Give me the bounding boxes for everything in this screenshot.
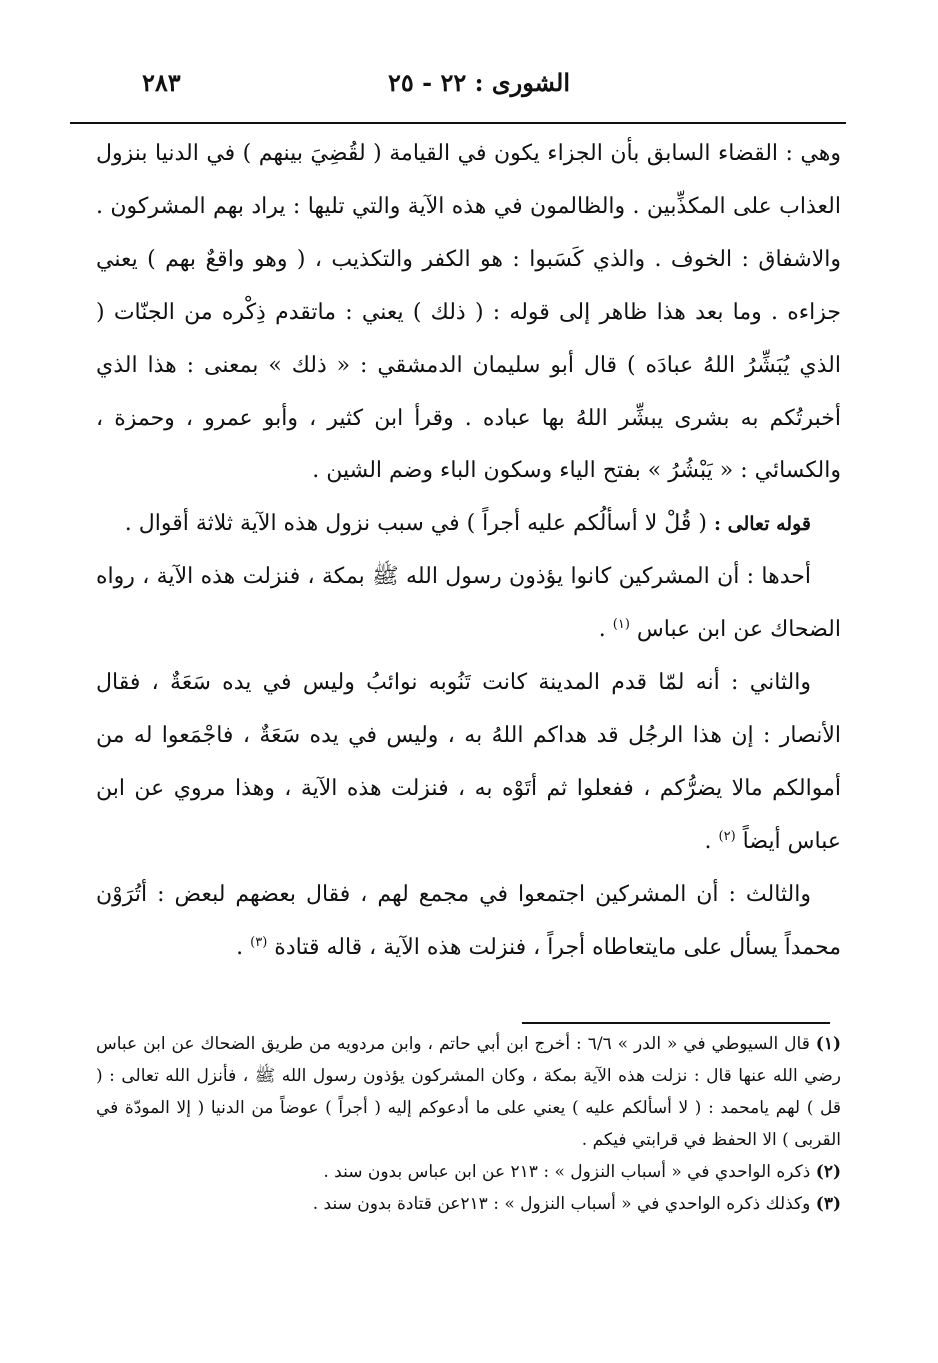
footnote-1-text: قال السيوطي في « الدر » ٦/٦ : أخرج ابن أبي حاتم ، وابن مردويه من طريق الضحاك عن ابن عباس رضي الله عنها قال : نزلت هذه الآية بمكة ، وكان المشركون يؤذون رسول الله ﷺ ، فأنزل الله تعالى : ( قل ) لهم يامحمد : ( لا أسألكم عليه ) يعني على ما أدعوكم إليه ( أجراً ) عوضاً من الدنيا ( إلا المودّة في القربى ) الا الحفظ في قرابتي فيكم . — [96, 1034, 841, 1150]
third-opinion-text: والثالث : أن المشركين اجتمعوا في مجمع لهم ، فقال بعضهم لبعض : أتُرَوْن محمداً يسأل على مايتعاطاه أجراً ، فنزلت هذه الآية ، قاله قتادة — [96, 881, 841, 960]
footnote-3-text: وكذلك ذكره الواحدي في « أسباب النزول » : ٢١٣عن قتادة بدون سند . — [312, 1194, 811, 1214]
footnote-2 — [96, 1156, 841, 1188]
footnote-3 — [96, 1188, 841, 1220]
header-rule — [70, 122, 846, 124]
page-number: ٢٨٣ — [142, 68, 181, 97]
footnote-rule — [522, 1022, 830, 1024]
footnote-1 — [96, 1028, 841, 1156]
running-head — [100, 68, 840, 108]
first-opinion-end: . — [598, 617, 613, 643]
footnote-2-number: (٢) — [815, 1162, 841, 1182]
paragraph-verse-heading — [96, 498, 841, 551]
footnote-ref-3[interactable]: (٣) — [250, 934, 268, 950]
paragraph-third-opinion — [96, 869, 841, 975]
footnote-2-text: ذكره الواحدي في « أسباب النزول » : ٢١٣ عن ابن عباس بدون سند . — [323, 1162, 811, 1182]
verse-heading-text: ( قُلْ لا أسألُكم عليه أجراً ) في سبب نزول هذه الآية ثلاثة أقوال . — [124, 511, 707, 537]
paragraph-commentary — [96, 128, 841, 498]
footnote-3-number: (٣) — [815, 1194, 841, 1214]
surah-verse-header: الشورى : ٢٢ - ٢٥ — [388, 68, 570, 97]
second-opinion-text: والثاني : أنه لمّا قدم المدينة كانت تَنُوبه نوائبُ وليس في يده سَعَةٌ ، فقال الأنصار : إن هذا الرجُل قد هداكم اللهُ به ، وليس في يده سَعَةٌ ، فاجْمَعوا له من أموالكم مالا يضرُّكم ، ففعلوا ثم أتَوْه به ، فنزلت هذه الآية ، وهذا مروي عن ابن عباس أيضاً — [96, 670, 841, 854]
footnote-1-number: (١) — [815, 1034, 841, 1054]
qawluhu-label: قوله تعالى : — [714, 513, 811, 536]
first-opinion-text: أحدها : أن المشركين كانوا يؤذون رسول الله ﷺ بمكة ، فنزلت هذه الآية ، رواه الضحاك عن ابن عباس — [96, 564, 841, 643]
second-opinion-end: . — [704, 828, 719, 854]
footnote-ref-2[interactable]: (٢) — [718, 828, 736, 844]
main-text — [96, 128, 841, 975]
footnotes — [96, 1028, 841, 1220]
paragraph-first-opinion — [96, 551, 841, 657]
footnote-ref-1[interactable]: (١) — [612, 617, 630, 633]
third-opinion-end: . — [236, 934, 251, 960]
paragraph-commentary-text: وهي : القضاء السابق بأن الجزاء يكون في القيامة ( لقُضِيَ بينهم ) في الدنيا بنزول العذاب على المكذِّبين . والظالمون في هذه الآية والتي تليها : يراد بهم المشركون . والاشفاق : الخوف . والذي كَسَبوا : هو الكفر والتكذيب ، ( وهو واقعٌ بهم ) يعني جزاءه . وما بعد هذا ظاهر إلى قوله : ( ذلك ) يعني : ماتقدم ذِكْره من الجنّات ( الذي يُبَشِّرُ اللهُ عبادَه ) قال أبو سليمان الدمشقي : « ذلك » بمعنى : هذا الذي أخبرتُكم به بشرى يبشِّر اللهُ بها عباده . وقرأ ابن كثير ، وأبو عمرو ، وحمزة ، والكسائي : « يَبْشُرُ » بفتح الياء وسكون الباء وضم الشين . — [96, 141, 841, 484]
paragraph-second-opinion — [96, 657, 841, 869]
